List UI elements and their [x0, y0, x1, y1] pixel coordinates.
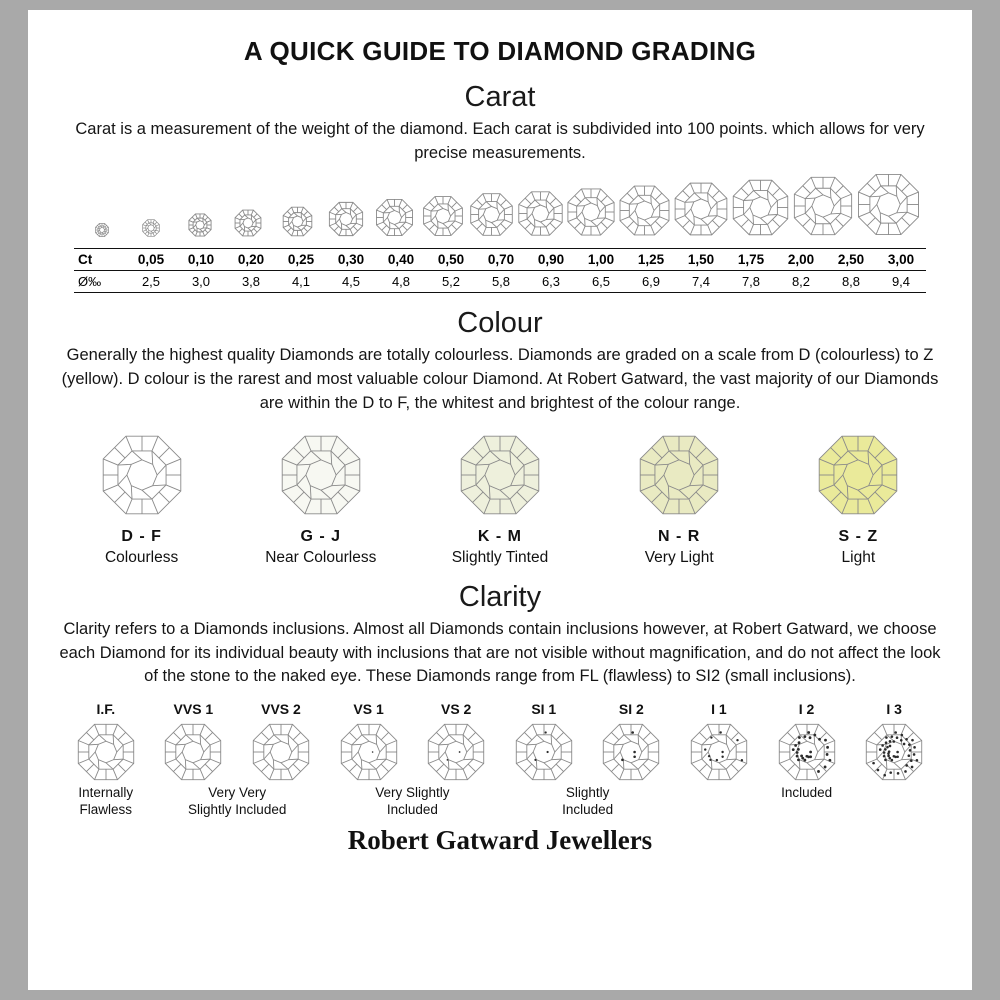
colour-stone	[54, 432, 229, 518]
carat-weight-cell: 0,30	[326, 248, 376, 270]
carat-diameter-cell: 8,2	[776, 270, 826, 292]
clarity-grade-row	[62, 701, 938, 717]
clarity-stone	[850, 721, 938, 783]
carat-stone	[224, 208, 273, 238]
clarity-caption: Slightly Included	[562, 785, 614, 818]
carat-diameter-cell: 4,1	[276, 270, 326, 292]
colour-grade-description: Near Colourless	[265, 548, 377, 566]
carat-stone	[273, 205, 322, 238]
clarity-grade-label: I 1	[711, 701, 727, 718]
clarity-caption: Internally Flawless	[78, 785, 134, 818]
clarity-stone	[62, 721, 150, 783]
carat-diameter-cell: 3,0	[176, 270, 226, 292]
carat-stone	[791, 174, 855, 238]
section-heading-colour: Colour	[457, 306, 543, 339]
clarity-stone	[763, 721, 851, 783]
carat-weight-cell: 0,20	[226, 248, 276, 270]
carat-row-label-ct: Ct	[74, 248, 126, 270]
carat-diameter-row	[74, 270, 926, 292]
colour-grade-item	[592, 432, 767, 567]
clarity-stone	[237, 721, 325, 783]
carat-stone	[370, 197, 419, 238]
carat-scale	[28, 180, 972, 293]
clarity-stone	[412, 721, 500, 783]
colour-grade-label: S - Z	[838, 527, 879, 545]
colour-grade-item	[412, 432, 587, 567]
carat-diameter-cell: 6,9	[626, 270, 676, 292]
colour-grade-description: Very Light	[644, 548, 714, 566]
colour-grade-label: D - F	[121, 527, 162, 545]
carat-weight-cell: 1,75	[726, 248, 776, 270]
carat-row-label-diameter: Ø‰	[74, 270, 126, 292]
carat-diameter-cell: 8,8	[826, 270, 876, 292]
carat-weight-cell: 1,25	[626, 248, 676, 270]
clarity-stone	[325, 721, 413, 783]
clarity-stone	[675, 721, 763, 783]
carat-diameter-cell: 6,3	[526, 270, 576, 292]
carat-stone	[855, 171, 922, 238]
clarity-grade-label: SI 1	[531, 701, 557, 718]
colour-scale	[28, 432, 972, 567]
clarity-grade-label: VVS 2	[261, 701, 301, 718]
carat-weight-cell: 0,10	[176, 248, 226, 270]
clarity-caption: Very Slightly Included	[375, 785, 450, 818]
carat-diameter-cell: 2,5	[126, 270, 176, 292]
clarity-stone-row	[62, 721, 938, 783]
colour-grade-item	[233, 432, 408, 567]
colour-grade-item	[54, 432, 229, 567]
colour-grade-label: G - J	[300, 527, 342, 545]
clarity-stone	[588, 721, 676, 783]
clarity-caption: Very Very Slightly Included	[188, 785, 287, 818]
clarity-grade-label: I 3	[886, 701, 902, 718]
colour-paragraph: Generally the highest quality Diamonds are totally colourless. Diamonds are graded on a scale from D (colourless) to Z (yellow). D colour is the rarest and most valuable colour Diamond. At Robert Gatward, the vast majority of our Diamonds are within the D to F, the whitest and brightest of the colour range.	[61, 345, 939, 412]
colour-stone	[412, 432, 587, 518]
carat-diameter-cell: 9,4	[876, 270, 926, 292]
section-heading-carat: Carat	[464, 81, 536, 113]
colour-stone	[233, 432, 408, 518]
clarity-caption-row	[62, 785, 938, 819]
clarity-paragraph: Clarity refers to a Diamonds inclusions. Almost all Diamonds contain inclusions however, at Robert Gatward, we choose each Diamond for its individual beauty with inclusions that are not visible without magnification, and do not affect the look of the stone to the naked eye. These Diamonds range from FL (flawless) to SI2 (small inclusions).	[59, 619, 941, 686]
clarity-grade-label: SI 2	[618, 701, 644, 718]
colour-grade-description: Light	[841, 548, 876, 566]
carat-table	[74, 248, 926, 293]
carat-diameter-cell: 4,5	[326, 270, 376, 292]
carat-weight-cell: 0,70	[476, 248, 526, 270]
clarity-grade-label: VS 1	[353, 701, 384, 718]
carat-stone	[78, 222, 127, 238]
carat-stone	[321, 200, 370, 238]
carat-diameter-cell: 5,2	[426, 270, 476, 292]
brand-footer: Robert Gatward Jewellers	[347, 825, 653, 856]
clarity-stone	[500, 721, 588, 783]
carat-diameter-cell: 5,8	[476, 270, 526, 292]
clarity-grade-label: I.F.	[96, 701, 116, 718]
section-heading-clarity: Clarity	[458, 580, 542, 613]
carat-stone-row	[74, 180, 926, 238]
colour-grade-label: N - R	[657, 527, 701, 545]
carat-stone	[565, 186, 617, 238]
carat-diameter-cell: 6,5	[576, 270, 626, 292]
carat-stone	[127, 218, 176, 238]
carat-weight-cell: 1,50	[676, 248, 726, 270]
carat-weight-cell: 0,05	[126, 248, 176, 270]
colour-grade-description: Slightly Tinted	[451, 548, 549, 566]
carat-stone	[467, 191, 516, 238]
carat-paragraph: Carat is a measurement of the weight of the diamond. Each carat is subdivided into 100 points. which allows for very precise measurements.	[75, 120, 925, 162]
carat-weight-cell: 0,25	[276, 248, 326, 270]
carat-stone	[175, 212, 224, 238]
colour-stone	[592, 432, 767, 518]
carat-stone	[730, 177, 791, 238]
page-title: A QUICK GUIDE TO DIAMOND GRADING	[243, 36, 757, 66]
carat-diameter-cell: 7,8	[726, 270, 776, 292]
colour-stone	[771, 432, 946, 518]
colour-grade-label: K - M	[477, 527, 523, 545]
carat-weight-cell: 0,90	[526, 248, 576, 270]
carat-stone	[419, 194, 468, 238]
carat-weight-cell: 1,00	[576, 248, 626, 270]
clarity-caption: Included	[781, 785, 833, 801]
carat-diameter-cell: 3,8	[226, 270, 276, 292]
carat-stone	[516, 189, 565, 238]
carat-weight-cell: 0,40	[376, 248, 426, 270]
carat-weight-cell: 3,00	[876, 248, 926, 270]
colour-grade-description: Colourless	[104, 548, 179, 566]
carat-weight-cell: 2,50	[826, 248, 876, 270]
carat-stone	[672, 180, 730, 238]
clarity-stone	[150, 721, 238, 783]
clarity-grade-label: I 2	[798, 701, 815, 718]
carat-weight-cell: 2,00	[776, 248, 826, 270]
carat-weight-cell: 0,50	[426, 248, 476, 270]
guide-sheet	[28, 10, 972, 990]
carat-weight-row	[74, 248, 926, 270]
carat-diameter-cell: 7,4	[676, 270, 726, 292]
colour-grade-item	[771, 432, 946, 567]
carat-diameter-cell: 4,8	[376, 270, 426, 292]
carat-stone	[617, 183, 672, 238]
clarity-scale	[28, 701, 972, 819]
clarity-grade-label: VVS 1	[173, 701, 214, 718]
clarity-grade-label: VS 2	[440, 701, 472, 718]
